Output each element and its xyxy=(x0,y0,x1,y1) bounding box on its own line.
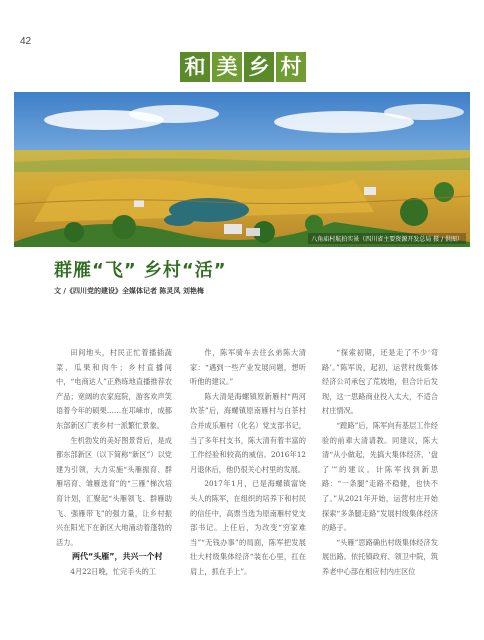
paragraph: “探索初期，还是走了不少‘弯路’。”陈军说，起初，运营村级集体经济公司承包了荒坡地，但合计后发现，这一思路商业投入太大，不适合村庄情况。 xyxy=(322,348,438,416)
paragraph: 作，陈军骑车去往幺弟陈大清家：“遇到一些产业发展问题，想听听他的建议。” xyxy=(190,348,306,387)
section-banner-char: 美 xyxy=(212,52,242,82)
section-banner-char: 村 xyxy=(276,52,306,82)
article-title: 群雁“飞” 乡村“活” xyxy=(54,260,227,281)
paragraph: “头雁”思路确出村级集体经济发展出路。依托镇政府、领卫中院，筑养老中心部在相应村内庄区位 xyxy=(322,537,438,576)
paragraph: 2017年1月，已是海螺镇富饶头人的陈军，在组织的培养下和村民的信任中，高票当选为原南雁村党支部书记。上任后，为改变“穷家难当”“无钱办事”的局面，陈军把发展壮大村级集体经济“装在心里，扛在肩上，抓在手上”。 xyxy=(190,479,306,576)
section-banner-char: 和 xyxy=(180,52,210,82)
page-number: 42 xyxy=(20,36,32,47)
photo-caption: 八角庙村航拍实景（四川省主要资源开发总局 摄 / 供图） xyxy=(308,233,466,244)
article-byline: 文 /《四川党的建设》全媒体记者 陈灵凤 刘艳梅 xyxy=(54,287,204,295)
paragraph: 陈大清是海螺镇原新雁村“两河坎茶”后，海螺镇原南雁村与白茶村合并成乐雁村（化名）党支部书记，当了多年村支书，陈大清有着丰富的工作经验和较高的威信。2016年12月退休后，他仍很关心村里的发展。 xyxy=(190,391,306,474)
section-banner-char: 乡 xyxy=(244,52,274,82)
paragraph: “蹚路”后，陈军向有基层工作经验的前辈大清请教。同建议，陈大清“从小做起，先搞大集体经济，‘盘了’”的建议。计陈军找到新思路：“一条腿”走路不稳健，也快不了。”从2021年开始，运营村庄开始探索“多条腿走路”发展村级集体经济的路子。 xyxy=(322,420,438,533)
paragraph: 田间地头，村民正忙着播插蔬菜、瓜果和肉牛；乡村直播间中，“电商达人”正熟练地直播推荐农产品；宽阔的农家庭院，游客欢声笑语着今年的硕果……在邛崃市，成都东部新区广袤乡村一派繁忙景象。 xyxy=(56,348,172,430)
village-aerial-photo xyxy=(14,92,470,247)
aerial-landscape-illustration xyxy=(14,92,470,247)
text-column-1 xyxy=(56,346,172,580)
text-column-2 xyxy=(190,346,306,580)
section-banner xyxy=(180,52,306,82)
section-subhead: 两代“头雁”，共兴一个村 xyxy=(72,552,163,562)
paragraph: 4月22日晚，忙完手头的工 xyxy=(70,566,156,576)
paragraph: 生机勃发的美好图景背后，是成都东部新区（以下简称“新区”）以党建为引领，大力实施“头雁振育、群雁培育、雏雁选育”的“三雁”梯次培育计划，汇聚起“头雁领飞、群雁助飞、强雁带飞”的强力量，让乡村振兴在阳光下在新区大地涌动着蓬勃的活力。 xyxy=(56,435,172,547)
text-column-3 xyxy=(322,346,438,580)
